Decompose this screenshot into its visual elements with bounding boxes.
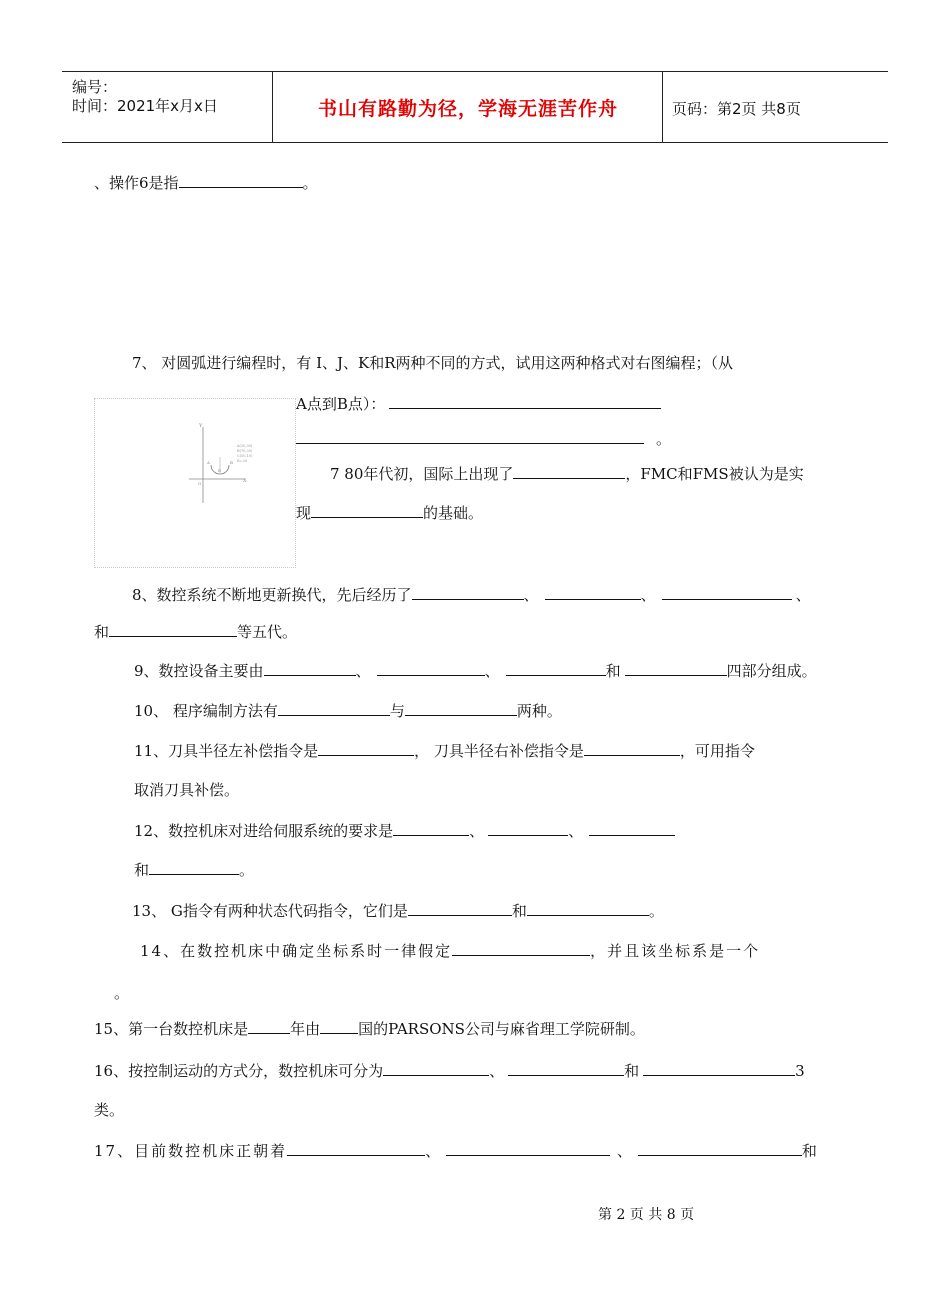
blank: [412, 584, 524, 600]
q15-text-2: 年由: [290, 1020, 321, 1038]
header-motto: 书山有路勤为径，学海无涯苦作舟: [317, 98, 618, 120]
blank: [662, 584, 792, 600]
q15-text-3: 国的PARSONS公司与麻省理工学院研制。: [358, 1020, 645, 1038]
q15-text: 15、第一台数控机床是: [94, 1020, 249, 1038]
q9-text-2: 和: [605, 662, 621, 680]
blank: [513, 463, 625, 479]
origin-label: O: [198, 481, 202, 486]
separator: 、: [795, 586, 811, 604]
axis-y-label: Y: [199, 423, 203, 429]
q17-text: 17、目前数控机床正朝着: [94, 1142, 288, 1160]
question-6: [94, 172, 318, 194]
q7x-text: 7 80年代初，国际上出现了: [330, 465, 514, 483]
blank: [589, 820, 675, 836]
q7x-text-2: ，FMC和FMS被认为是实: [625, 465, 804, 483]
code-label: 编号：: [72, 78, 118, 96]
question-7: [132, 352, 733, 374]
blank: [446, 1140, 610, 1156]
point-a-label: A: [207, 460, 210, 465]
coord-text: R=20: [237, 459, 248, 463]
question-7-extra: [330, 463, 804, 485]
time-label: 时间：2021年x月x日: [72, 97, 218, 115]
q10-text: 10、 程序编制方法有: [134, 702, 278, 720]
blank: [383, 1060, 489, 1076]
q16-text: 16、按控制运动的方式分，数控机床可分为: [94, 1062, 384, 1080]
blank: [287, 1140, 425, 1156]
question-15: [94, 1018, 645, 1040]
blank: [638, 1140, 802, 1156]
question-10: [134, 700, 562, 722]
question-7-extra-line2: [296, 502, 483, 524]
separator: 、: [568, 822, 584, 840]
q14-text-2: ，并且该坐标系是一个: [590, 942, 761, 960]
axis-x-label: X: [243, 478, 247, 484]
q11-text-3: ，可用指令: [679, 742, 755, 760]
question-8-line2: [94, 621, 297, 643]
header-page-label: 页码：第2页 共8页: [672, 100, 801, 118]
blank: [527, 900, 649, 916]
q8-text-2: 和: [94, 623, 110, 641]
page-footer: 第 2 页 共 8 页: [598, 1207, 695, 1223]
q8-text-3: 等五代。: [237, 623, 298, 641]
radius-label: R: [218, 468, 222, 473]
q9-text: 9、数控设备主要由: [134, 662, 264, 680]
blank: [149, 859, 239, 875]
question-16: [94, 1060, 805, 1082]
blank: [488, 820, 568, 836]
separator: 、: [355, 662, 371, 680]
coord-text: C(50,10): [237, 454, 253, 458]
blank: [643, 1060, 795, 1076]
question-14-line2: [114, 982, 129, 1004]
separator: 、: [610, 1142, 634, 1160]
q11-text-2: ， 刀具半径右补偿指令是: [414, 742, 584, 760]
blank: [408, 900, 512, 916]
separator: 、: [640, 586, 656, 604]
q11-text-4: 取消刀具补偿。: [134, 781, 240, 799]
q10-text-2: 与: [389, 702, 405, 720]
q9-text-3: 四部分组成。: [726, 662, 817, 680]
q16-text-4: 类。: [94, 1101, 125, 1119]
blank: [278, 700, 390, 716]
question-16-line2: [94, 1099, 124, 1121]
question-13: [132, 900, 664, 922]
separator: 、: [484, 662, 500, 680]
arc-figure: [94, 398, 296, 568]
blank: [318, 740, 414, 756]
question-11-line2: [134, 779, 239, 801]
q14-text: 14、在数控机床中确定坐标系时一律假定: [140, 942, 453, 960]
blank: [452, 940, 590, 956]
q12-text-2: 和: [134, 861, 150, 879]
separator: 、: [425, 1142, 443, 1160]
blank: [311, 502, 423, 518]
q6-text: 、操作6是指: [94, 174, 179, 192]
coord-text: A(30,30): [237, 444, 253, 448]
q13-text-2: 和: [511, 902, 527, 920]
q7x-text-3: 现: [296, 504, 312, 522]
header-left: [72, 78, 218, 116]
q7-text-2: A点到B点）：: [296, 395, 386, 413]
blank: [248, 1018, 290, 1034]
page-header: [62, 71, 888, 143]
blank: [264, 660, 356, 676]
question-7-line3: [296, 428, 671, 450]
blank: [508, 1060, 624, 1076]
question-8: [132, 584, 811, 606]
q17-text-2: 和: [801, 1142, 819, 1160]
question-7-line2: [296, 393, 661, 415]
question-14: [140, 940, 760, 962]
coord-text: B(70,30): [237, 449, 253, 453]
blank: [545, 584, 641, 600]
blank: [320, 1018, 358, 1034]
q7-text: 7、 对圆弧进行编程时，有 I、J、K和R两种不同的方式，试用这两种格式对右图编程；（从: [132, 354, 734, 372]
q7-end: 。: [656, 430, 672, 448]
q6-end: 。: [302, 174, 318, 192]
header-divider: [272, 72, 273, 142]
blank: [405, 700, 517, 716]
question-11: [134, 740, 755, 762]
separator: 、: [523, 586, 539, 604]
q14-text-3: 。: [114, 984, 130, 1002]
separator: 、: [489, 1062, 505, 1080]
blank: [584, 740, 680, 756]
q13-text-3: 。: [648, 902, 664, 920]
point-b-label: B: [230, 460, 233, 465]
question-12-line2: [134, 859, 254, 881]
question-12: [134, 820, 675, 842]
blank: [506, 660, 606, 676]
blank: [179, 172, 303, 188]
q10-text-3: 两种。: [516, 702, 562, 720]
arc-diagram: [95, 399, 295, 567]
q7x-text-4: 的基础。: [423, 504, 484, 522]
q16-text-3: 3: [795, 1062, 805, 1080]
q11-text: 11、刀具半径左补偿指令是: [134, 742, 319, 760]
q12-text-3: 。: [239, 861, 255, 879]
blank: [377, 660, 485, 676]
blank: [393, 820, 469, 836]
question-17: [94, 1140, 819, 1162]
q16-text-2: 和: [624, 1062, 640, 1080]
blank: [389, 393, 661, 409]
question-9: [134, 660, 817, 682]
blank: [296, 428, 644, 444]
q12-text: 12、数控机床对进给伺服系统的要求是: [134, 822, 394, 840]
q13-text: 13、 G指令有两种状态代码指令，它们是: [132, 902, 408, 920]
blank: [625, 660, 727, 676]
separator: 、: [469, 822, 485, 840]
header-divider: [662, 72, 663, 142]
q8-text: 8、数控系统不断地更新换代，先后经历了: [132, 586, 412, 604]
blank: [109, 621, 237, 637]
